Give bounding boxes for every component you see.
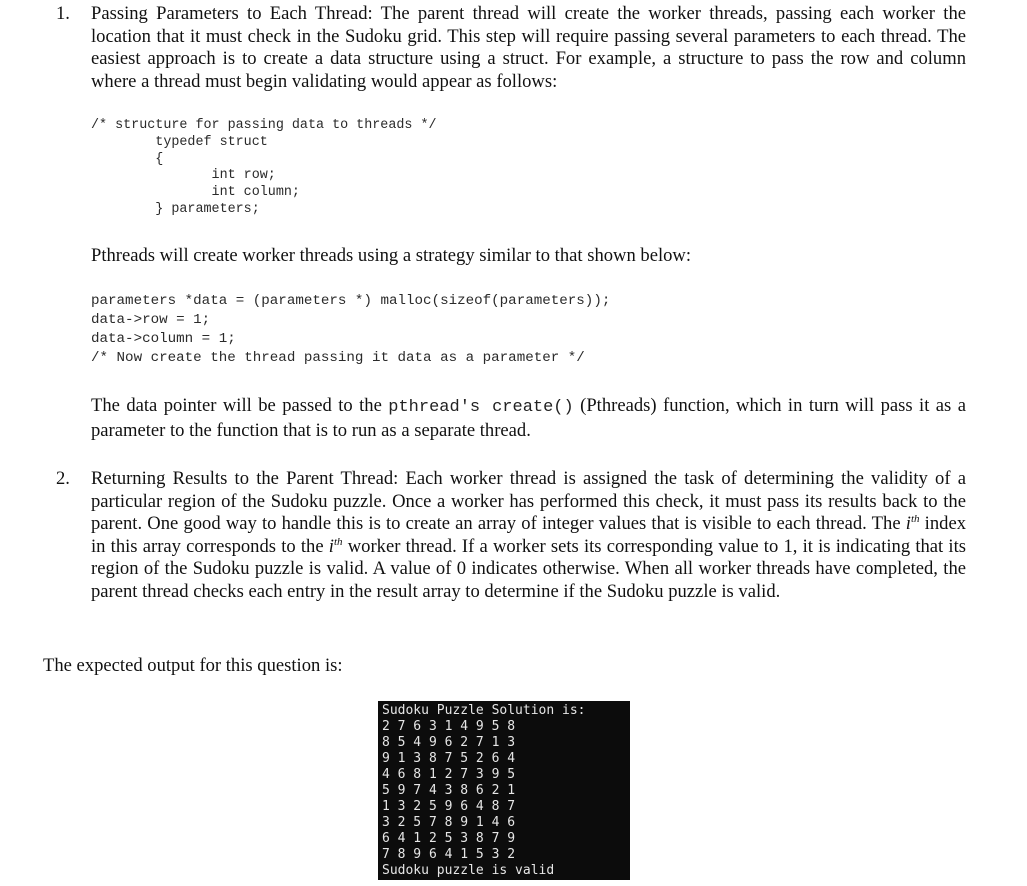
terminal-row: 7 8 9 6 4 1 5 3 2 (382, 847, 516, 862)
th-superscript: th (333, 535, 343, 548)
pointer-paragraph (91, 395, 966, 442)
terminal-output (378, 701, 630, 880)
terminal-row: 2 7 6 3 1 4 9 5 8 (382, 719, 516, 734)
code-line: parameters *data = (parameters *) malloc(sizeof(parameters)); (91, 293, 611, 309)
code-line: { (91, 151, 164, 167)
item2-text-a: Returning Results to the Parent Thread: Each worker thread is assigned the task of determining the validity of a particular region of the Sudoku puzzle. Once a worker has performed this check, it must pass its results back to the parent. One good way to handle this is to create an array of integer values that is visible to each thread. The (91, 468, 966, 535)
code-line: int row; (91, 168, 276, 184)
struct-code-block (91, 118, 437, 219)
code-line: } parameters; (91, 201, 260, 217)
item-number: 1. (56, 3, 70, 24)
terminal-row: 1 3 2 5 9 6 4 8 7 (382, 799, 516, 814)
terminal-row: 6 4 1 2 5 3 8 7 9 (382, 831, 516, 846)
item-number: 2. (56, 468, 70, 489)
pointer-inline-code: pthread's create() (388, 398, 574, 417)
item2-text-c: worker thread. If a worker sets its corresponding value to 1, it is indicating that its region of the Sudoku puzzle is valid. A value of 0 indicates otherwise. When all worker threads have completed, the parent thread checks each entry in the result array to determine if the Sudoku puzzle is valid. (91, 535, 966, 602)
create-code-block (91, 292, 610, 368)
code-line: /* Now create the thread passing it data as a parameter */ (91, 350, 585, 366)
pointer-text-after: (Pthreads) function, which in turn will pass it as a parameter to the function that is to run as a separate thread. (91, 395, 966, 441)
code-line: data->row = 1; (91, 312, 211, 328)
item2-text-b: index in this array corresponds to the (91, 513, 966, 557)
code-line: data->column = 1; (91, 331, 236, 347)
i-letter: i (905, 513, 911, 535)
terminal-row: 9 1 3 8 7 5 2 6 4 (382, 751, 516, 766)
code-line: int column; (91, 185, 300, 201)
pointer-text-before: The data pointer will be passed to the (91, 395, 389, 416)
code-line: /* structure for passing data to threads */ (91, 118, 437, 133)
terminal-row: 3 2 5 7 8 9 1 4 6 (382, 815, 516, 830)
th-superscript: th (910, 513, 920, 525)
pthreads-intro: Pthreads will create worker threads using a strategy similar to that shown below: (91, 245, 692, 266)
terminal-row: 4 6 8 1 2 7 3 9 5 (382, 767, 516, 782)
code-line: typedef struct (91, 134, 268, 150)
list-item-1 (56, 3, 966, 93)
terminal-header: Sudoku Puzzle Solution is: (382, 703, 586, 718)
terminal-footer: Sudoku puzzle is valid (382, 863, 555, 878)
i-letter: i (328, 535, 334, 557)
list-item-2 (56, 468, 966, 604)
terminal-row: 5 9 7 4 3 8 6 2 1 (382, 783, 516, 798)
item1-paragraph: Passing Parameters to Each Thread: The parent thread will create the worker threads, passing each worker the location that it must check in the Sudoku grid. This step will require passing several parameters to each thread. The easiest approach is to create a data structure using a struct. For example, a structure to pass the row and column where a thread must begin validating would appear as follows: (91, 3, 966, 92)
terminal-row: 8 5 4 9 6 2 7 1 3 (382, 735, 516, 750)
expected-output-label: The expected output for this question is: (43, 655, 343, 676)
item2-paragraph (91, 468, 966, 604)
